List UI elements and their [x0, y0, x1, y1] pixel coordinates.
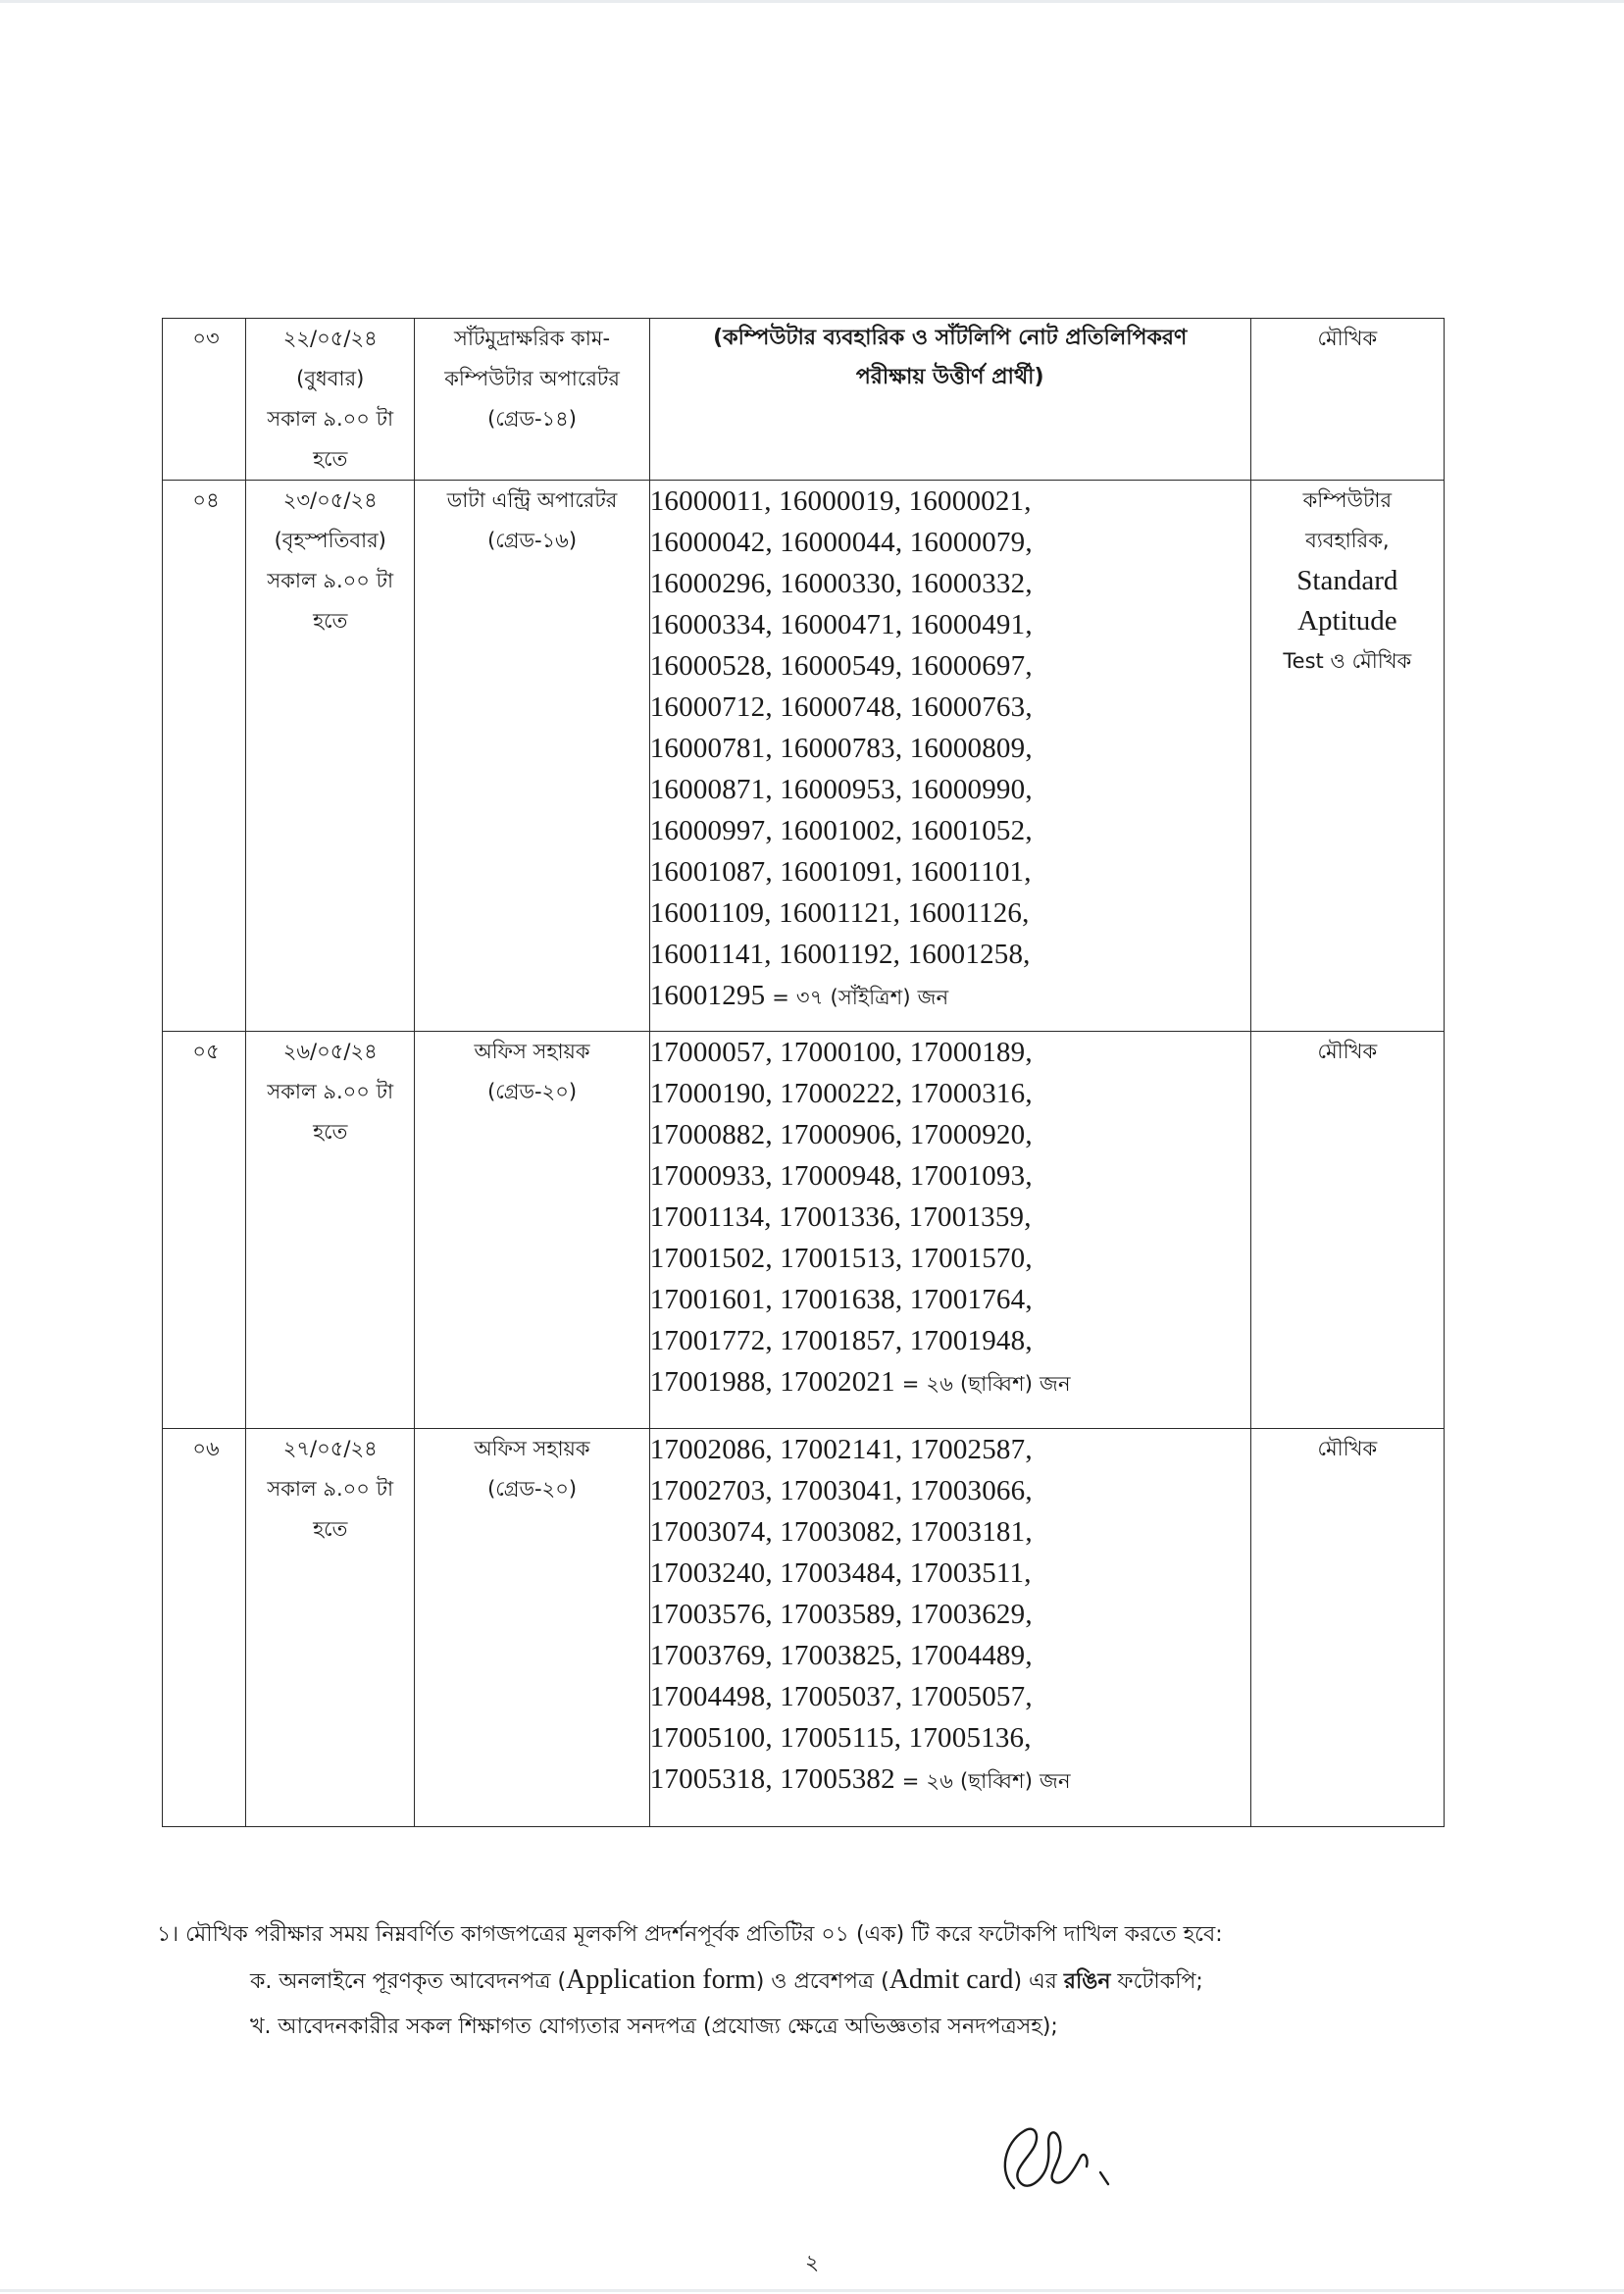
roll-numbers-cell	[649, 1032, 1250, 1429]
roll-line: 17000190, 17000222, 17000316,	[649, 1078, 1033, 1109]
roll-line: 16000296, 16000330, 16000332,	[649, 568, 1033, 599]
date-cell: ২৩/০৫/২৪ (বৃহস্পতিবার) সকাল ৯.০০ টা হতে	[246, 481, 415, 1032]
roll-total-count: = ৩৭ (সাঁইত্রিশ) জন	[765, 986, 949, 1009]
roll-line: 16000781, 16000783, 16000809,	[649, 733, 1033, 764]
roll-line: 17003074, 17003082, 17003181,	[649, 1516, 1033, 1548]
instruction-item-kha: খ. আবেদনকারীর সকল শিক্ষাগত যোগ্যতার সনদপত্র (প্রযোজ্য ক্ষেত্রে অভিজ্ঞতার সনদপত্রসহ);	[250, 2014, 1058, 2039]
instruction-item-ka: ক. অনলাইনে পূরণকৃত আবেদনপত্র (Application form) ও প্রবেশপত্র (Admit card) এর রঙিন ফটোকপি;	[250, 1964, 1203, 1995]
roll-line: 16001087, 16001091, 16001101,	[649, 856, 1032, 888]
table-row	[163, 319, 1445, 481]
page-number: ২	[804, 2251, 820, 2275]
roll-line: 16001109, 16001121, 16001126,	[649, 897, 1030, 929]
roll-line: 17005100, 17005115, 17005136,	[649, 1722, 1032, 1754]
post-cell: অফিস সহায়ক (গ্রেড-২০)	[415, 1032, 649, 1429]
roll-line: 16000712, 16000748, 16000763,	[649, 691, 1033, 723]
roll-total-count: = ২৬ (ছাব্বিশ) জন	[894, 1372, 1071, 1396]
roll-line: 17003769, 17003825, 17004489,	[649, 1640, 1033, 1671]
roll-line: 17001134, 17001336, 17001359,	[649, 1201, 1032, 1233]
roll-total-count: = ২৬ (ছাব্বিশ) জন	[894, 1769, 1071, 1793]
roll-numbers-cell	[649, 481, 1250, 1032]
roll-line: 17001502, 17001513, 17001570,	[649, 1243, 1033, 1274]
roll-line: 16000334, 16000471, 16000491,	[649, 609, 1033, 640]
roll-note-cell: (কম্পিউটার ব্যবহারিক ও সাঁটলিপি নোট প্রতিলিপিকরণ পরীক্ষায় উত্তীর্ণ প্রার্থী)	[649, 319, 1250, 481]
roll-line: 17001601, 17001638, 17001764,	[649, 1284, 1033, 1315]
serial-cell: ০৬	[163, 1429, 246, 1827]
exam-type-cell: কম্পিউটার ব্যবহারিক, Standard Aptitude Test ও মৌখিক	[1250, 481, 1444, 1032]
post-cell: ডাটা এন্ট্রি অপারেটর (গ্রেড-১৬)	[415, 481, 649, 1032]
roll-line: 17002703, 17003041, 17003066,	[649, 1475, 1033, 1506]
post-cell: সাঁটমুদ্রাক্ষরিক কাম- কম্পিউটার অপারেটর (গ্রেড-১৪)	[415, 319, 649, 481]
exam-type-cell: মৌখিক	[1250, 1032, 1444, 1429]
exam-schedule-table	[162, 318, 1445, 1827]
serial-cell: ০৫	[163, 1032, 246, 1429]
roll-line: 17000057, 17000100, 17000189,	[649, 1037, 1033, 1068]
date-cell: ২২/০৫/২৪ (বুধবার) সকাল ৯.০০ টা হতে	[246, 319, 415, 481]
table-row	[163, 481, 1445, 1032]
roll-line: 17002086, 17002141, 17002587,	[649, 1434, 1033, 1465]
date-cell: ২৬/০৫/২৪ সকাল ৯.০০ টা হতে	[246, 1032, 415, 1429]
roll-line: 17004498, 17005037, 17005057,	[649, 1681, 1033, 1712]
serial-cell: ০৩	[163, 319, 246, 481]
roll-line: 17001772, 17001857, 17001948,	[649, 1325, 1033, 1356]
roll-line: 16000011, 16000019, 16000021,	[649, 485, 1032, 517]
date-cell: ২৭/০৫/২৪ সকাল ৯.০০ টা হতে	[246, 1429, 415, 1827]
exam-type-cell: মৌখিক	[1250, 1429, 1444, 1827]
scan-edge-bottom	[0, 2289, 1624, 2292]
roll-line: 16000042, 16000044, 16000079,	[649, 527, 1033, 558]
post-cell: অফিস সহায়ক (গ্রেড-২০)	[415, 1429, 649, 1827]
roll-line: 16000871, 16000953, 16000990,	[649, 774, 1033, 805]
roll-line-total: 16001295 = ৩৭ (সাঁইত্রিশ) জন	[649, 980, 949, 1011]
roll-line: 17003576, 17003589, 17003629,	[649, 1599, 1033, 1630]
scan-edge-top	[0, 0, 1624, 3]
roll-line: 17003240, 17003484, 17003511,	[649, 1557, 1032, 1589]
table-row	[163, 1429, 1445, 1827]
roll-line-total: 17005318, 17005382 = ২৬ (ছাব্বিশ) জন	[649, 1763, 1071, 1795]
instruction-line: ১। মৌখিক পরীক্ষার সময় নিম্নবর্ণিত কাগজপত্রের মূলকপি প্রদর্শনপূর্বক প্রতিটির ০১ (এক) টি করে ফটোকপি দাখিল করতে হবে:	[157, 1922, 1223, 1947]
roll-line: 17000882, 17000906, 17000920,	[649, 1119, 1033, 1150]
instructions-block	[157, 1912, 1481, 2050]
signature-icon	[990, 2104, 1138, 2202]
exam-type-cell: মৌখিক	[1250, 319, 1444, 481]
roll-line: 17000933, 17000948, 17001093,	[649, 1160, 1033, 1192]
roll-numbers-cell	[649, 1429, 1250, 1827]
table-row	[163, 1032, 1445, 1429]
roll-line: 16000528, 16000549, 16000697,	[649, 650, 1033, 682]
serial-cell: ০৪	[163, 481, 246, 1032]
roll-line-total: 17001988, 17002021 = ২৬ (ছাব্বিশ) জন	[649, 1366, 1071, 1398]
roll-line: 16000997, 16001002, 16001052,	[649, 815, 1033, 846]
roll-line: 16001141, 16001192, 16001258,	[649, 939, 1031, 970]
